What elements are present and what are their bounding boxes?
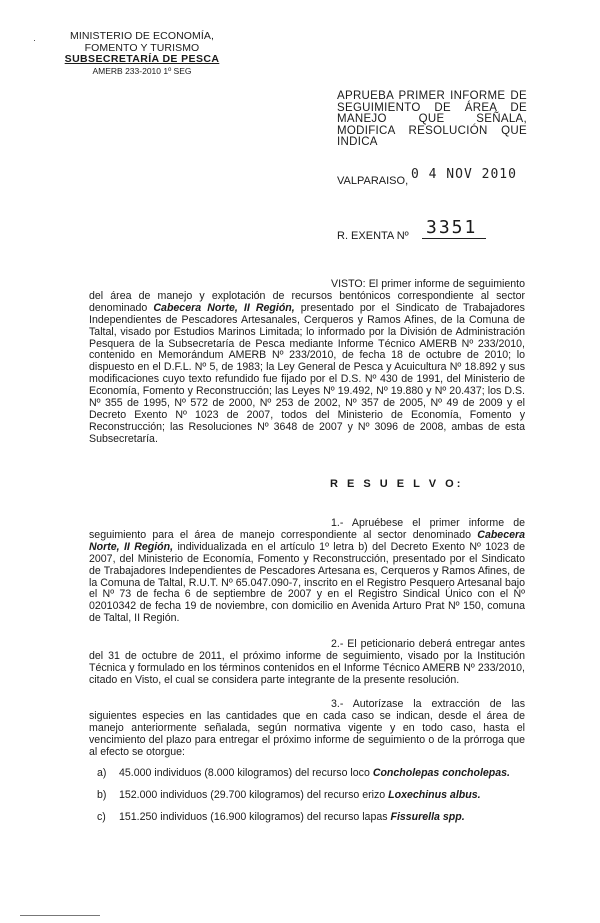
article-1-rest: individualizada en el artículo 1º letra b) del Decreto Exento Nº 1023 de 2007, del Ministerio de Economía, Fomento y Reconstrucción, presentado por el Sindicato de Trabajadores Independientes de Pescadores Artesana es, Cerqueros y Ramos Afines, de la Comuna de Taltal, R.U.T. Nº 65.047.090-7, inscrito en el Registro Pesquero Artesanal bajo el Nº 73 de fecha 6 de septiembre de 2007 y en el Registro Sindical Único con el Nº 02010342 de fecha 19 de noviembre, con domicilio en Avenida Arturo Prat Nº 150, comuna de Taltal, II Región. (89, 540, 525, 625)
article-2-text: 2.- El peticionario deberá entregar antes del 31 de octubre de 2011, el próximo informe de seguimiento, visado por la Institución Técnica y formulado en los términos contenidos en el Informe Técnico AMERB Nº 233/2010, citado en Visto, el cual se considera parte integrante de la presente resolución. (89, 638, 525, 686)
item-species: Loxechinus albus. (388, 789, 481, 801)
ministry-line-2: FOMENTO Y TURISMO (84, 41, 200, 54)
article-1-lead: 1.- Apruébese el primer informe de seguimiento para el área de manejo correspondiente al sector denominado (89, 517, 525, 541)
species-list (97, 768, 527, 834)
item-key: c) (97, 811, 106, 823)
list-item (97, 768, 527, 790)
footer-rule (20, 915, 100, 916)
article-3 (89, 699, 525, 759)
item-text: 152.000 individuos (29.700 kilogramos) del recurso erizo (119, 789, 389, 801)
resuelvo-heading: R E S U E L V O: (330, 478, 464, 490)
resolution-number: 3351 (422, 217, 486, 239)
article-3-text: 3.- Autorízase la extracción de las siguientes especies en las cantidades que en cada caso se indican, desde el área de manejo anteriormente señalada, según normativa vigente y en todo caso, hasta el vencimiento del plazo para entregar el próximo informe de seguimiento o de la prórroga que al efecto se otorgue: (89, 698, 525, 758)
article-1 (89, 518, 525, 625)
date-city: VALPARAISO, (337, 175, 409, 187)
list-item (97, 790, 527, 812)
resolution-label: R. EXENTA Nº (337, 230, 409, 242)
article-2 (89, 639, 525, 687)
date-stamp: 0 4 NOV 2010 (411, 167, 517, 182)
file-reference: AMERB 233-2010 1º SEG (92, 65, 192, 76)
article-1-sector: Cabecera Norte, II Región, (89, 528, 525, 553)
visto-lead: VISTO: El primer informe de seguimiento del área de manejo y explotación de recursos bentónicos correspondiente al sector denominado (89, 278, 525, 314)
scan-mark: · (33, 35, 36, 45)
list-item (97, 812, 527, 834)
resolution-summary: APRUEBA PRIMER INFORME DE SEGUIMIENTO DE ÁREA DE MANEJO QUE SEÑALA, MODIFICA RESOLUCIÓN QUE INDICA (337, 90, 527, 148)
visto-paragraph (89, 279, 525, 446)
item-text: 45.000 individuos (8.000 kilogramos) del recurso loco (119, 767, 373, 779)
item-key: a) (97, 767, 107, 779)
subsecretaria-line: SUBSECRETARÍA DE PESCA (64, 53, 220, 65)
ministry-line-1: MINISTERIO DE ECONOMÍA, (69, 30, 215, 42)
item-key: b) (97, 789, 107, 801)
item-species: Concholepas concholepas. (372, 767, 510, 779)
visto-rest: presentado por el Sindicato de Trabajadores Independientes de Pescadores Artesanales, Cerqueros y Ramos Afines, de la Comuna de Taltal, visado por Estudios Marinos Limitada; lo informado por la División de Administración Pesquera de la Subsecretaría de Pesca mediante Informe Técnico AMERB Nº 233/2010, contenido en Memorándum AMERB Nº 233/2010, de fecha 18 de octubre de 2010; lo dispuesto en el D.F.L. Nº 5, de 1983; la Ley General de Pesca y Acuicultura Nº 18.892 y sus modificaciones cuyo texto refundido fue fijado por el D.S. Nº 430 de 1991, del Ministerio de Economía, Fomento y Reconstrucción; las Leyes Nº 19.492, Nº 19.880 y Nº 20.437; los D.S. Nº 355 de 1995, Nº 572 de 2000, Nº 253 de 2002, Nº 357 de 2005, Nº 49 de 2009 y el Decreto Exento Nº 1023 de 2007, todos del Ministerio de Economía, Fomento y Reconstrucción; las Resoluciones Nº 3648 de 2007 y Nº 3096 de 2008, ambas de esta Subsecretaría. (89, 301, 525, 445)
visto-sector: Cabecera Norte, II Región, (153, 301, 295, 314)
item-species: Fissurella spp. (390, 811, 465, 823)
item-text: 151.250 individuos (16.900 kilogramos) del recurso lapas (119, 811, 391, 823)
letterhead (62, 31, 222, 76)
